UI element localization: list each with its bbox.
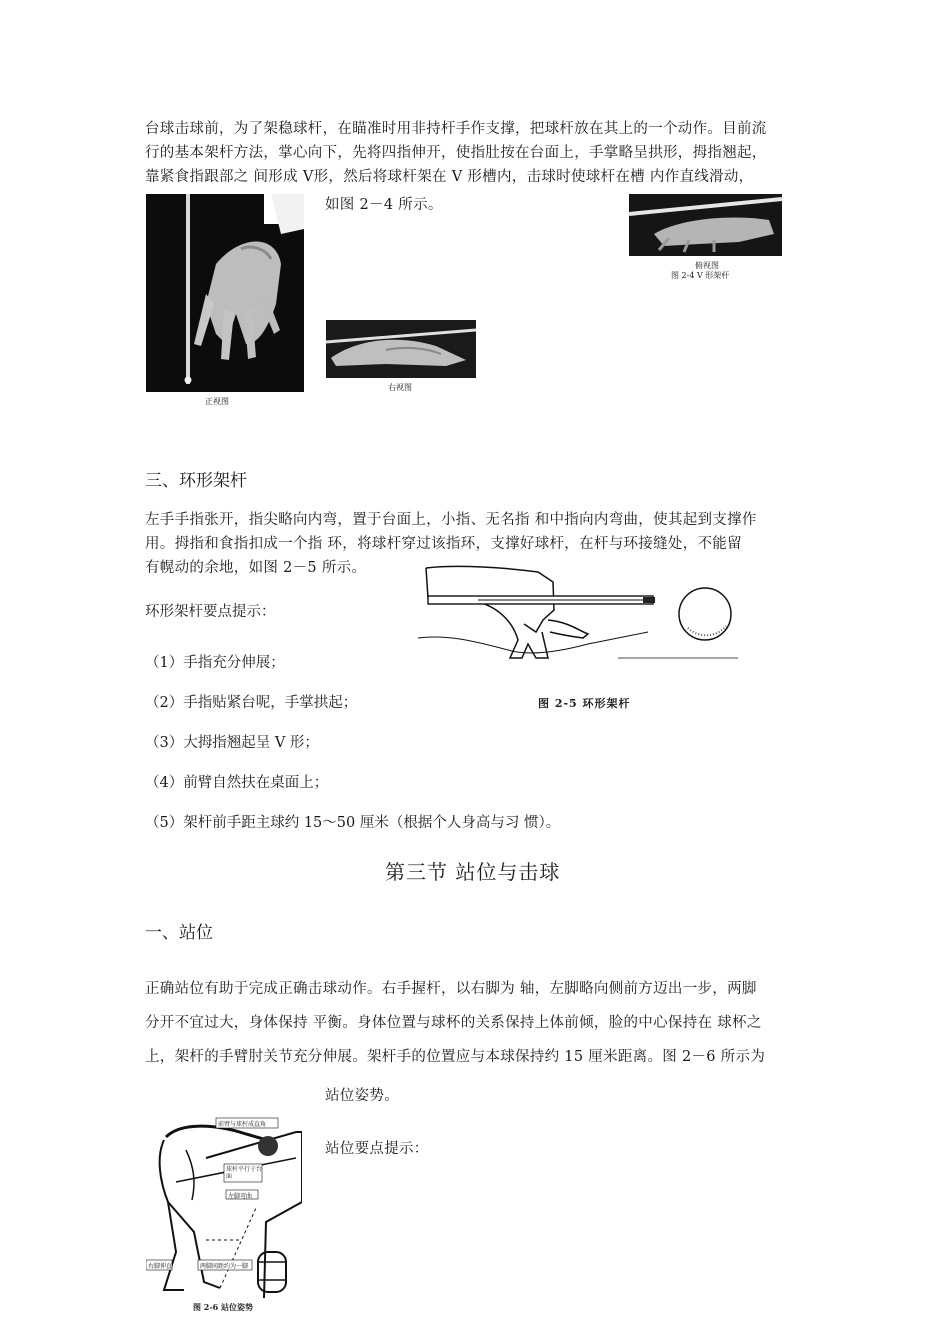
ring-bridge-line-1: 左手手指张开，指尖略向内弯，置于台面上，小指、无名指 和中指向内弯曲，使其起到支撑作 (145, 512, 757, 528)
stance-tips-title: 站位要点提示： (325, 1141, 429, 1157)
stance-label-mid2: 左脚弯曲 (228, 1193, 253, 1200)
ring-bridge-heading: 三、环形架杆 (145, 471, 247, 491)
ring-bridge-tips-title: 环形架杆要点提示： (145, 604, 276, 620)
ring-tip-1: （1）手指充分伸展； (145, 655, 285, 671)
fig-2-4-front-view (146, 194, 304, 392)
stance-illustration (146, 1112, 302, 1298)
front-view-photo (146, 194, 304, 392)
ring-bridge-line-3: 有幌动的余地，如图 2－5 所示。 (145, 560, 367, 576)
fig-2-4-side-view (326, 320, 476, 378)
stance-label-top: 前臂与球杆成直角 (218, 1121, 267, 1128)
bridge-intro-line-2: 行的基本架杆方法，掌心向下，先将四指伸开，使指肚按在台面上，手掌略呈拱形，拇指翘起， (145, 145, 767, 161)
stance-line-4: 站位姿势。 (325, 1088, 399, 1104)
bridge-intro-line-1: 台球击球前，为了架稳球杆，在瞄准时用非持杆手作支撑，把球杆放在其上的一个动作。目前流 (145, 121, 767, 137)
side-view-caption: 右视图 (388, 383, 412, 392)
section-3-title: 第三节 站位与击球 (385, 860, 561, 884)
fig-2-6-caption: 图 2-6 站位姿势 (193, 1302, 254, 1312)
ring-tip-2: （2）手指贴紧台呢，手掌拱起； (145, 695, 358, 711)
stance-line-2: 分开不宜过大，身体保持 平衡。身体位置与球杯的关系保持上体前倾，脸的中心保持在 球杯之 (145, 1015, 762, 1031)
stance-heading: 一、站位 (145, 923, 213, 943)
fig-2-5-caption: 图 2-5 环形架杆 (538, 697, 631, 710)
front-view-caption: 正视图 (205, 397, 229, 406)
stance-label-bottom: 两脚间距约为一脚 (200, 1263, 249, 1270)
bridge-intro-line-3: 靠紧食指跟部之 间形成 V形，然后将球杆架在 V 形槽内，击球时使球杆在槽 内作直线滑动， (145, 169, 754, 185)
stance-paragraph (145, 972, 765, 1074)
ring-tip-5: （5）架杆前手距主球约 15～50 厘米（根据个人身高与习 惯）。 (145, 815, 561, 831)
side-view-photo (326, 320, 476, 378)
fig-2-4-title: 图 2-4 V 形架杆 (671, 271, 730, 280)
top-view-photo (629, 194, 782, 256)
ring-bridge-illustration (418, 562, 748, 672)
ring-tip-3: （3）大拇指翘起呈 V 形； (145, 735, 319, 751)
stance-line-3: 上，架杆的手臂肘关节充分伸展。架杆手的位置应与本球保持约 15 厘米距离。图 2－6 所示为 (145, 1049, 766, 1065)
bridge-intro-paragraph (145, 117, 767, 189)
stance-line-1: 正确站位有助于完成正确击球动作。右手握杆，以右脚为 轴，左脚略向侧前方迈出一步，两脚 (145, 981, 757, 997)
top-view-caption: 俯视图 (695, 261, 719, 270)
bridge-intro-line-4: 如图 2－4 所示。 (325, 197, 443, 213)
fig-2-5-ring-bridge-drawing (418, 562, 748, 672)
ring-tip-4: （4）前臂自然扶在桌面上； (145, 775, 329, 791)
fig-2-4-top-view (629, 194, 782, 256)
fig-2-6-stance-drawing (146, 1112, 302, 1298)
ring-bridge-line-2: 用。拇指和食指扣成一个指 环，将球杆穿过该指环，支撑好球杆，在杆与环接缝处，不能留 (145, 536, 742, 552)
stance-label-mid1: 球杆平行于台面 (226, 1166, 263, 1180)
stance-label-left: 右脚伸直 (148, 1263, 173, 1270)
